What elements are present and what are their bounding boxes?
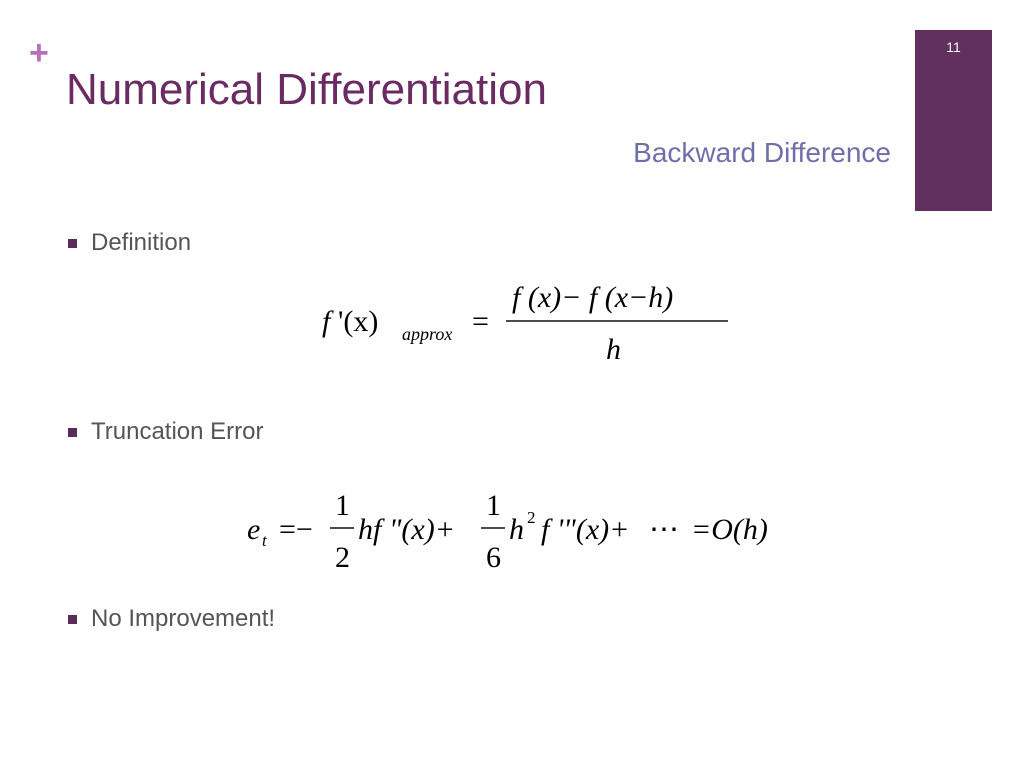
term1: hf "(x)+ bbox=[358, 513, 455, 546]
eq-denominator: h bbox=[606, 333, 621, 366]
slide-subtitle: Backward Difference bbox=[633, 137, 891, 168]
frac1-denominator: 2 bbox=[335, 541, 350, 574]
eq-result: =O(h) bbox=[691, 513, 768, 546]
ellipsis-glyph: ⋯ bbox=[649, 513, 679, 546]
bullet-square-icon bbox=[68, 239, 77, 248]
bullet-square-icon bbox=[68, 428, 77, 437]
slide-title: Numerical Differentiation bbox=[66, 65, 547, 114]
term2-power: 2 bbox=[527, 508, 536, 527]
truncation-equation-svg bbox=[245, 485, 805, 580]
definition-equation-svg bbox=[320, 275, 740, 375]
bullet-label: Truncation Error bbox=[91, 418, 264, 445]
bullet-definition bbox=[68, 229, 191, 257]
bullet-no-improvement bbox=[68, 605, 275, 633]
bullet-square-icon bbox=[68, 615, 77, 624]
eq-lhs-arg: '(x) bbox=[338, 305, 379, 338]
term2-rest: f '"(x)+ bbox=[541, 513, 630, 546]
frac2-numerator: 1 bbox=[486, 489, 501, 522]
slide-number: 11 bbox=[946, 39, 961, 55]
frac2-denominator: 6 bbox=[486, 541, 501, 574]
definition-equation bbox=[320, 275, 740, 375]
truncation-equation bbox=[245, 485, 805, 580]
frac1-numerator: 1 bbox=[335, 489, 350, 522]
bullet-label: No Improvement! bbox=[91, 605, 276, 632]
eq-e: e bbox=[247, 513, 261, 546]
term2-h: h bbox=[509, 513, 524, 546]
bullet-label: Definition bbox=[91, 229, 192, 256]
eq-e-subscript: t bbox=[262, 531, 267, 550]
eq-lhs-subscript: approx bbox=[402, 324, 453, 344]
eq-equals: = bbox=[472, 305, 489, 338]
eq-numerator: f (x)− f (x−h) bbox=[512, 281, 674, 314]
eq-equals-minus: =− bbox=[279, 513, 313, 546]
slide-number-panel bbox=[915, 30, 992, 211]
plus-mark: + bbox=[29, 34, 49, 72]
bullet-truncation-error bbox=[68, 418, 264, 446]
eq-lhs-f: f bbox=[322, 305, 331, 338]
